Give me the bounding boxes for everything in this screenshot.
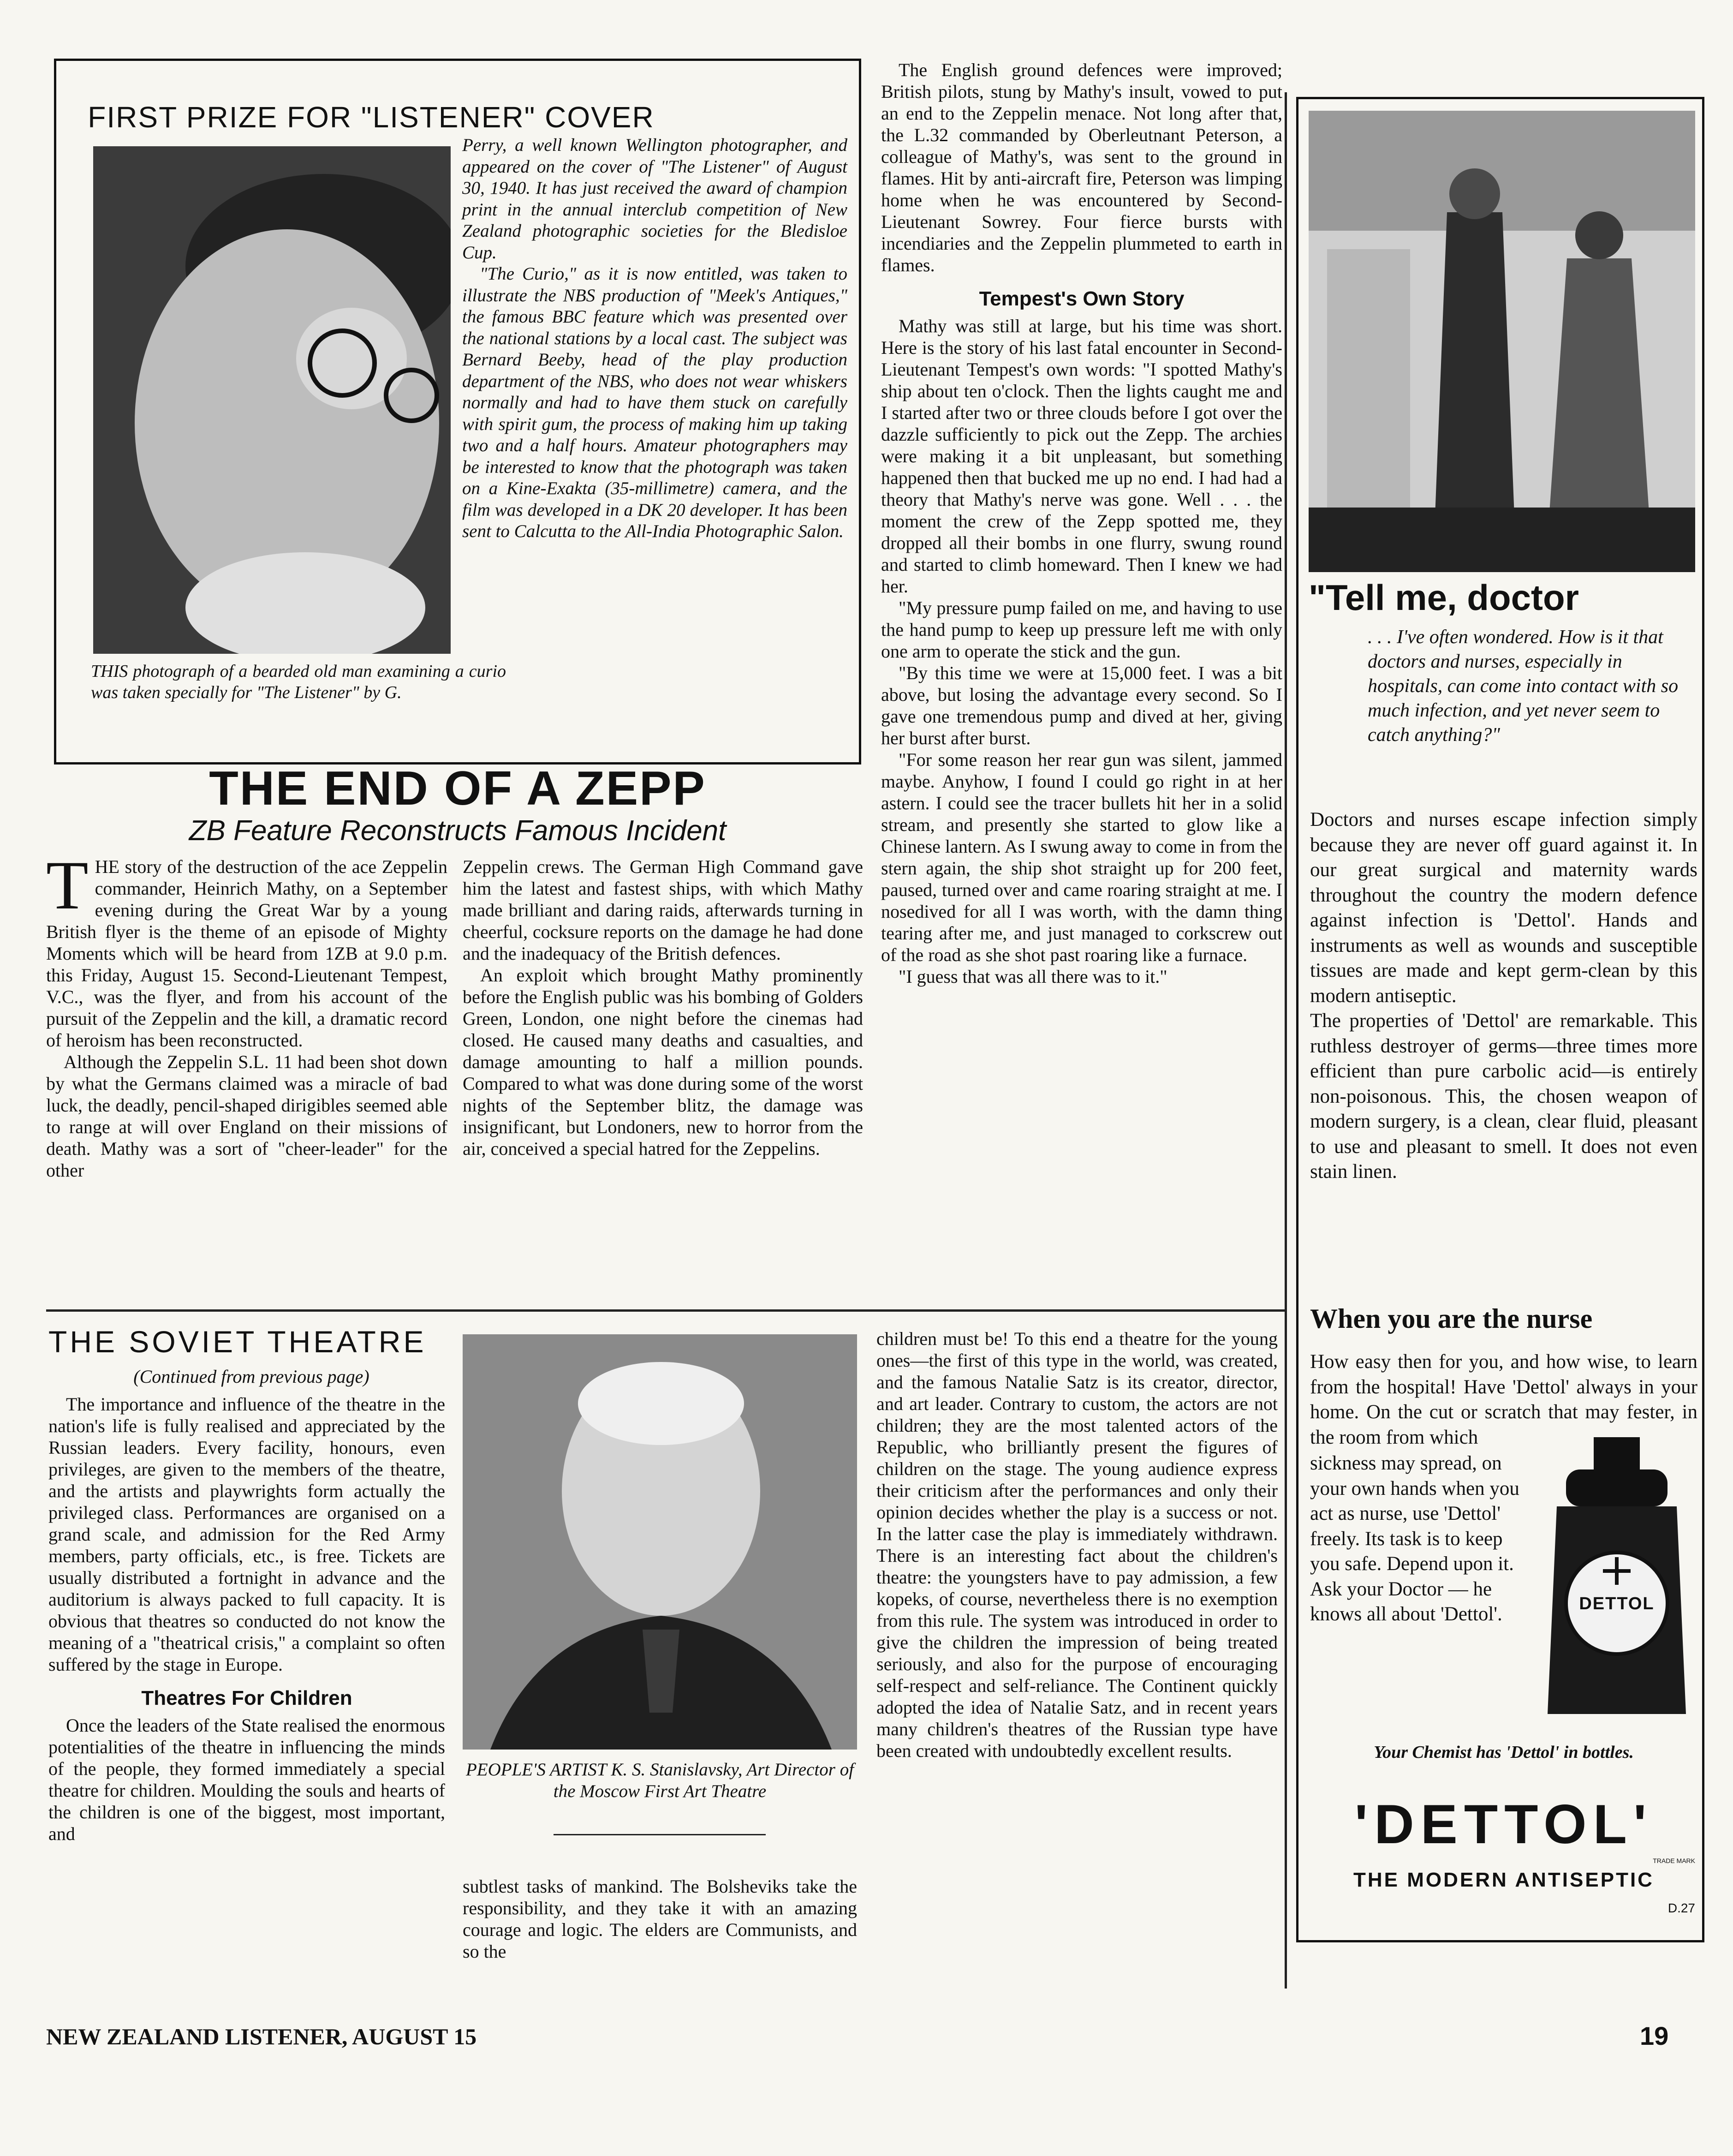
ad-tagline: THE MODERN ANTISEPTIC: [1353, 1869, 1654, 1891]
ad-chemist: Your Chemist has 'Dettol' in bottles.: [1374, 1743, 1634, 1762]
doctor-nurse-photo: [1309, 111, 1695, 572]
prize-text-p1: Perry, a well known Wellington photographer, and appeared on the cover of "The Listener" of August 30, 1940. It has just received the award of champion print in the annual interclub competition of New Zealand photographic societies for the Bledisloe Cup.: [462, 135, 847, 263]
prize-box: [54, 59, 861, 764]
ad-p4: sickness may spread, on your own hands when you act as nurse, use 'Dettol' freely. Its task is to keep you safe. Depend upon it. Ask your Doctor — he knows all about 'Dettol'.: [1310, 1452, 1519, 1625]
zepp-col3-p6: "I guess that was all there was to it.": [899, 966, 1167, 987]
column-rule-right: [1285, 92, 1287, 1989]
zepp-subtitle: ZB Feature Reconstructs Famous Incident: [189, 815, 727, 847]
dettol-bottle: [1538, 1437, 1695, 1723]
stanislavsky-caption: PEOPLE'S ARTIST K. S. Stanislavsky, Art Director of the Moscow First Art Theatre: [465, 1760, 854, 1801]
zepp-col3-p2: Mathy was still at large, but his time was short. Here is the story of his last fatal encounter in Second-Lieutenant Tempest's own words: "I spotted Mathy's ship about ten o'clock. Then the lights caught me and I started after two or three clouds before I got over the dazzle sufficiently to pick out the Zepp. The archies were making it a bit unpleasant, but something happened then that bucked me up no end. I had had a theory that Mathy's nerve was gone. Well . . . the moment the crew of the Zepp spotted me, they dropped all their bombs in one flurry, swung round and started to climb homeward. Then I knew we had her.: [881, 316, 1282, 597]
children-subhead: Theatres For Children: [141, 1687, 352, 1709]
zepp-col1: [46, 847, 447, 1181]
prize-caption: [91, 661, 506, 703]
stanislavsky-portrait: [463, 1334, 857, 1750]
zepp-col3-p4: "By this time we were at 15,000 feet. I was a bit above, but losing the advantage every second. So I gave one tremendous pump and dived at her, giving her burst after burst.: [881, 663, 1282, 748]
section-rule: [46, 1309, 1285, 1312]
prize-caption-text: THIS photograph of a bearded old man examining a curio was taken specially for "The Listener" by G.: [91, 662, 506, 702]
soviet-mid-p: subtlest tasks of mankind. The Bolsheviks take the responsibility, and they take it with an amazing courage and logic. The elders are Communists, and so the: [463, 1876, 857, 1962]
bottle-label: DETTOL: [1579, 1594, 1655, 1613]
zepp-col1-p1: [46, 847, 447, 1051]
prize-text-p2: "The Curio," as it is now entitled, was taken to illustrate the NBS production of "Meek's Antiques," the famous BBC feature which was presented over the national stations by a local cast. The subject was Bernard Beeby, head of the play production department of the NBS, who does not wear whiskers normally and had to have them stuck on carefully with spirit gum, the process of making him up taking two and a half hours. Amateur photographers may be interested to know that the photograph was taken on a Kine-Exakta (35-millimetre) camera, and the film was developed in a DK 20 developer. It has been sent to Calcutta to the All-India Photographic Salon.: [462, 264, 847, 541]
zepp-col2-p1: Zeppelin crews. The German High Command gave him the latest and fastest ships, with which Mathy made brilliant and daring raids, afterwards turning in cheerful, cocksure reports on the damage he had done and the inadequacy of the British defences.: [463, 856, 863, 964]
dettol-ad: [1296, 97, 1704, 1942]
stanislavsky-photo: [463, 1334, 857, 1750]
soviet-p1: The importance and influence of the theatre in the nation's life is fully realised and appreciated by the Russian leaders. Every facility, honours, even privileges, are given to the members of the theatre, and the artists and playwrights form actually the privileged class. Performances are organised on a grand scale, and admission for the Red Army members, party officials, etc., is free. Tickets are usually distributed a fortnight in advance and the auditorium is always packed to full capacity. It is obvious that theatres so conducted do not know the meaning of a "theatrical crisis," a complaint so often suffered by the stage in Europe.: [48, 1394, 445, 1675]
dettol-bottle-illustration: [1538, 1437, 1695, 1723]
soviet-title: THE SOVIET THEATRE: [48, 1325, 427, 1359]
caption-rule: [554, 1834, 766, 1835]
doctor-nurse-illustration: [1309, 111, 1695, 572]
ad-p1: Doctors and nurses escape infection simply because they are never off guard against it. In our great surgical and maternity wards throughout the country the modern defence against infection is 'Dettol'. Hands and instruments as well as wounds and susceptible tissues are made and kept germ-clean by this modern antiseptic.: [1310, 809, 1697, 1007]
soviet-p2: Once the leaders of the State realised the enormous potentialities of the theatre in influencing the minds of the people, they formed immediately a special theatre for children. Moulding the souls and hearts of the children is one of the biggest, most important, and: [48, 1715, 445, 1844]
soviet-continued: (Continued from previous page): [133, 1366, 369, 1387]
zepp-title: THE END OF A ZEPP: [209, 762, 706, 815]
tempest-subhead: Tempest's Own Story: [979, 287, 1185, 310]
ad-code: D.27: [1667, 1901, 1695, 1915]
bearded-man-photo: [93, 146, 451, 654]
soviet-col3-p: children must be! To this end a theatre for the young ones—the first of this type in the world, was created, and the famous Natalie Satz is its creator, director, and art leader. Contrary to custom, the actors are not children; they are the most talented actors of the Republic, who brilliantly present the figures of children on the stage. The young audience express their criticism after the performances and only their opinion decides whether the play is a success or not. In the latter case the play is immediately withdrawn. There is an interesting fact about the children's theatre: the youngsters have to pay admission, a few kopeks, of course, nevertheless there is no exemption from this rule. The system was introduced in order to give the children the impression of being treated seriously, and also for the purpose of encouraging self-respect and self-reliance. The Continent quickly adopted the idea of Natalie Satz, and in recent years many children's theatres of the Russian type have been created with undoubtedly excellent results.: [876, 1328, 1278, 1761]
zepp-col2: [463, 856, 863, 1159]
zepp-col3: [881, 59, 1282, 987]
zepp-col1-p2: Although the Zeppelin S.L. 11 had been shot down by what the Germans claimed was a miracle of bad luck, the deadly, pencil-shaped dirigibles seemed able to range at will over England on their missions of death. Mathy was a sort of "cheer-leader" for the other: [46, 1051, 447, 1181]
zepp-col3-p3: "My pressure pump failed on me, and having to use the hand pump to keep up pressure left me with only one arm to operate the stick and the gun.: [881, 597, 1282, 662]
ad-copy: [1310, 807, 1697, 1185]
ad-trademark: TRADE MARK: [1653, 1857, 1695, 1864]
ad-p2: The properties of 'Dettol' are remarkable. This ruthless destroyer of germs—three times more efficient than pure carbolic acid—is entirely non-poisonous. This, the chosen weapon of modern surgery, is a clean, clear fluid, pleasant to use and pleasant to smell. It does not even stain linen.: [1310, 1010, 1697, 1183]
zepp-col2-p2: An exploit which brought Mathy prominently before the English public was his bombing of Golders Green, London, one night before the cinemas had closed. He caused many deaths and casualties, and damage amounting to half a million pounds. Compared to what was done during some of the worst nights of the September blitz, the damage was insignificant, but Londoners, new to horror from the air, conceived a special hatred for the Zeppelins.: [463, 965, 863, 1159]
ad-question: . . . I've often wondered. How is it that doctors and nurses, especially in hospitals, can come into contact with so much infection, and yet never seem to catch anything?": [1368, 627, 1679, 746]
prize-text: [462, 135, 847, 543]
soviet-col3: [876, 1328, 1278, 1762]
zepp-col3-p1: The English ground defences were improved; British pilots, stung by Mathy's insult, vowed to put an end to the Zeppelin menace. Not long after that, the L.32 commanded by Oberleutnant Peterson, a colleague of Mathy's, was sent to the ground in flames. Hit by anti-aircraft fire, Peterson was limping home when he was encountered by Second-Lieutenant Sowrey. Four fierce bursts with incendiaries and the Zeppelin plummeted to earth in flames.: [881, 60, 1282, 275]
prize-title: FIRST PRIZE FOR "LISTENER" COVER: [88, 101, 655, 134]
soviet-col1: [48, 1393, 445, 1845]
ad-headline: "Tell me, doctor: [1309, 577, 1579, 618]
bearded-man-illustration: [93, 146, 451, 654]
footer-publication: NEW ZEALAND LISTENER, AUGUST 15: [46, 2024, 477, 2049]
page-number: 19: [1640, 2021, 1669, 2050]
zepp-col1-p1-text: HE story of the destruction of the ace Zeppelin commander, Heinrich Mathy, on a September evening during the Great War by a young British flyer is the theme of an episode of Mighty Moments which will be heard from 1ZB at 9.0 p.m. this Friday, August 15. Second-Lieutenant Tempest, V.C., was the flyer, and from his account of the pursuit of the Zeppelin and the kill, a dramatic record of heroism has been reconstructed.: [46, 856, 447, 1051]
zepp-col3-p5: "For some reason her rear gun was silent, jammed maybe. Anyhow, I found I could go right in at her astern. I could see the tracer bullets hit her in a solid stream, and presently she started to glow like a Chinese lantern. As I swung away to come in from the stern again, the ship shot straight up for 200 feet, paused, turned over and came roaring straight at me. I nosedived for all I was worth, with the damn thing tearing after me, and just managed to corkscrew out of the road as she shot past roaring like a furnace.: [881, 749, 1282, 965]
drop-cap: T: [46, 847, 89, 924]
soviet-col2: [463, 1875, 857, 1962]
ad-p3: How easy then for you, and how wise, to learn from the hospital! Have 'Dettol' always in your home. On the cut or scratch that may fester, in the room from which: [1310, 1351, 1697, 1448]
ad-brand: 'DETTOL': [1354, 1793, 1653, 1855]
ad-subhead: When you are the nurse: [1310, 1303, 1593, 1334]
